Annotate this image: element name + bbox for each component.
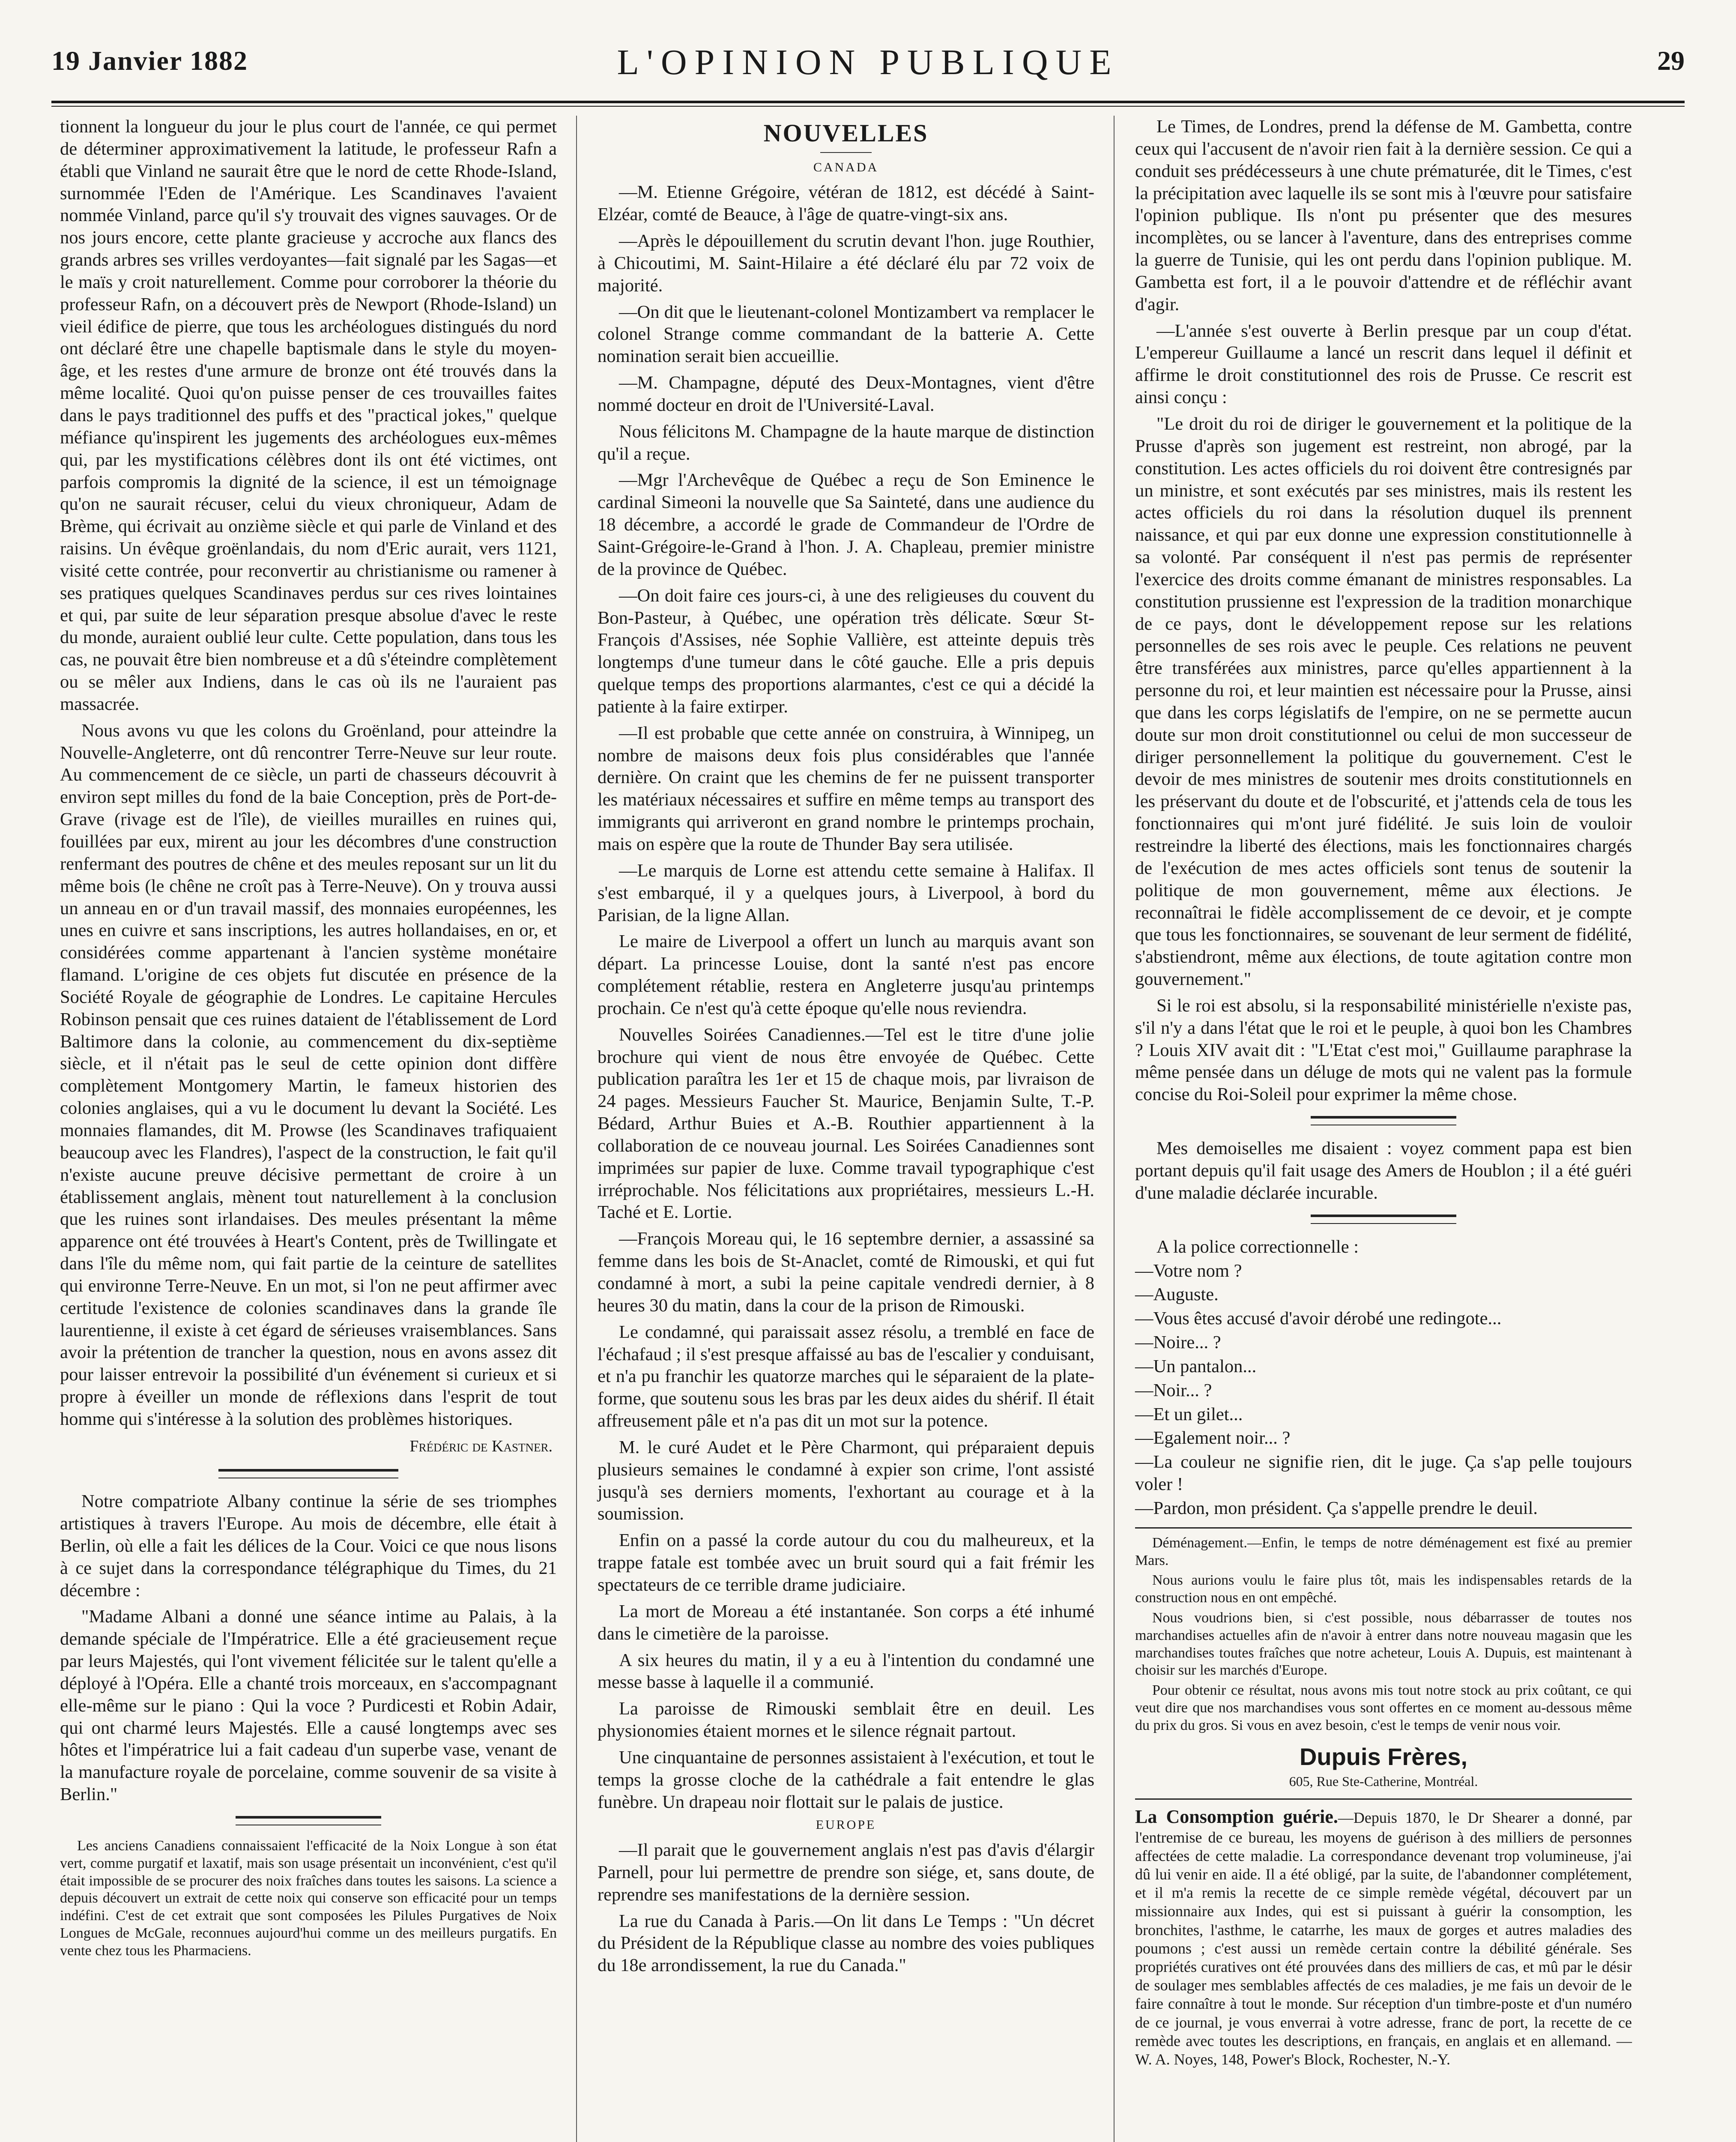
news-item: —On dit que le lieutenant-colonel Montizambert va remplacer le colonel Strange comme commandant de la batterie A. Cette nomination serait bien accueillie. — [598, 302, 1094, 367]
article-paragraph: —L'année s'est ouverte à Berlin presque par un coup d'état. L'empereur Guillaume a lancé un rescrit dans lequel il définit et affirme le droit constitutionnel des rois de Prusse. Ce rescrit est ainsi conçu : — [1135, 320, 1632, 408]
section-separator — [1311, 1215, 1456, 1224]
news-item: —Le marquis de Lorne est attendu cette semaine à Halifax. Il s'est embarqué, il y a quelques jours, à Liverpool, à bord du Parisian, de la ligne Allan. — [598, 860, 1094, 925]
news-item: —Il est probable que cette année on construira, à Winnipeg, un nombre de maisons deux fois plus considérables que l'année dernière. On craint que les chemins de fer ne puissent transporter les matériaux nécessaires et suffire en même temps au transport des immigrants qui arriveront en grand nombre le printemps prochain, mais on espère que la route de Thunder Bay sera utilisée. — [598, 723, 1094, 854]
dialogue-line: —Et un gilet... — [1135, 1404, 1243, 1424]
news-item: Le condamné, qui paraissait assez résolu, a tremblé en face de l'échafaud ; il s'est presque affaissé au bas de l'escalier y conduisant, et n'a pu franchir les quatorze marches qui le séparaient de la plate-forme, que soutenu sous les bras par les deux aides du shérif. Il était affreusement pâle et n'a pas dit un mot sur la potence. — [598, 1322, 1094, 1431]
dialogue-line: —Votre nom ? — [1135, 1260, 1242, 1281]
page-number: 29 — [1657, 45, 1685, 76]
quoted-paragraph: "Le droit du roi de diriger le gouvernement et la politique de la Prusse d'après son jugement est restreint, non abrogé, par la constitution. Les actes officiels du roi doivent être contresignés par un ministre, et sont exécutés par ses ministres, mais ils restent les actes officiels du roi dans la résolution duquel ils prennent naissance, et qui par eux donne une expression constitutionnelle à sa volonté. Par conséquent il n'est pas permis de représenter l'exercice des droits comme émanant de ministres responsables. La constitution prussienne est l'expression de la tradition monarchique de ce pays, dont le développement repose sur les relations personnelles de ses rois avec le peuple. Ces relations ne peuvent être transférées aux ministres, parce qu'elles appartiennent à la personne du roi, et leur maintien est nécessaire pour la Prusse, ainsi que dans les corps législatifs de l'empire, on ne se permette aucun doute sur mon droit constitutionnel ou celui de mon successeur de diriger personnellement la politique du gouvernement. C'est le devoir de mes ministres de soutenir mes droits constitutionnels en les préservant du doute et de l'obscurité, et j'attends cela de tous les fonctionnaires qui m'ont juré fidélité. Je suis loin de vouloir restreindre la liberté des élections, mais les fonctionnaires chargés de l'exécution de mes actes officiels sont tenus de soutenir la politique de mon gouvernement, même aux élections. Je reconnaîtrai le fidèle accomplissement de ce devoir, et je compte que tous les fonctionnaires, se souvenant de leur serment de fidélité, s'abstiendront, même aux élections, de toute agitation contre mon gouvernement." — [1135, 413, 1632, 990]
column-2 — [598, 116, 1094, 1981]
subsection-heading: CANADA — [813, 160, 879, 174]
news-item: M. le curé Audet et le Père Charmont, qui préparaient depuis plusieurs semaines le condamné à expier son crime, l'ont assisté jusqu'à ses derniers moments, l'exhortant au courage et à la soumission. — [598, 1437, 1094, 1524]
section-heading: NOUVELLES — [763, 119, 929, 147]
dialogue-line: —Auguste. — [1135, 1284, 1219, 1305]
column-divider — [576, 116, 577, 2142]
ad-text: —Depuis 1870, le Dr Shearer a donné, par l'entremise de ce bureau, les moyens de guérison à des milliers de personnes affectées de cette maladie. La correspondance devenant trop volumineuse, j'ai dû lui venir en aide. Il a été obligé, par la suite, de l'abandonner complétement, et il m'a remis la recette de ce simple remède végétal, découvert par un missionnaire aux Indes, qui est si puissant à guérir la consomption, les bronchites, l'asthme, le catarrhe, les maux de gorges et autres maladies des poumons ; c'est aussi un remède certain contre la débilité générale. Ses propriétés curatives ont été prouvées dans des milliers de cas, et mû par le désir de soulager mes semblables affectés de ces maladies, je me fais un devoir de le faire connaître à tout le monde. Sur réception d'un timbre-poste et d'un numéro de ce journal, je vous enverrai à votre adresse, franc de port, la recette de ce remède avec toutes les descriptions, en français, en anglais et en allemand. — W. A. Noyes, 148, Power's Block, Rochester, N.-Y. — [1135, 1809, 1632, 2068]
advertisement-consomption — [1135, 1806, 1632, 2069]
news-item: —M. Etienne Grégoire, vétéran de 1812, est décédé à Saint-Elzéar, comté de Beauce, à l'âge de quatre-vingt-six ans. — [598, 182, 1094, 225]
police-dialogue — [1135, 1236, 1632, 1520]
news-item: La paroisse de Rimouski semblait être en deuil. Les physionomies étaient mornes et le silence régnait partout. — [598, 1699, 1094, 1741]
dialogue-intro: A la police correctionnelle : — [1156, 1236, 1359, 1257]
ad-rule — [1135, 1798, 1632, 1800]
masthead — [51, 42, 1685, 92]
advertisement-demenagement — [1135, 1535, 1632, 1735]
news-item: —Après le dépouillement du scrutin devant l'hon. juge Routhier, à Chicoutimi, M. Saint-Hilaire a été déclaré élu par 72 voix de majorité. — [598, 231, 1094, 296]
dialogue-line: —La couleur ne signifie rien, dit le juge. Ça s'ap pelle toujours voler ! — [1135, 1452, 1632, 1495]
advertisement-noix-longue — [60, 1837, 557, 1960]
news-item: La rue du Canada à Paris.—On lit dans Le Temps : "Un décret du Président de la République classe au nombre des voies publiques du 18e arrondissement, la rue du Canada." — [598, 1911, 1094, 1976]
news-item: A six heures du matin, il y a eu à l'intention du condamné une messe basse à laquelle il a communié. — [598, 1650, 1094, 1693]
ad-text: Pour obtenir ce résultat, nous avons mis tout notre stock au prix coûtant, ce qui veut dire que nos marchandises vous sont offertes en ce moment au-dessous même du prix du gros. Si vous en avez besoin, c'est le temps de venir nous voir. — [1135, 1682, 1632, 1733]
dialogue-line: —Pardon, mon président. Ça s'appelle prendre le deuil. — [1135, 1498, 1538, 1518]
dialogue-line: —Vous êtes accusé d'avoir dérobé une redingote... — [1135, 1308, 1502, 1329]
news-item: Le maire de Liverpool a offert un lunch au marquis avant son départ. La princesse Louise, dont la santé n'est pas encore complétement rétablie, restera en Angleterre jusqu'au printemps prochain. Ce n'est qu'à cette époque qu'elle nous reviendra. — [598, 931, 1094, 1018]
header-rule — [51, 101, 1685, 107]
article-paragraph: Nous avons vu que les colons du Groënland, pour atteindre la Nouvelle-Angleterre, ont dû rencontrer Terre-Neuve sur leur route. Au commencement de ce siècle, un parti de chasseurs découvrit à environ sept milles du fond de la baie Conception, près de Port-de-Grave (rivage est de l'île), de vieilles murailles en ruines qui, fouillées par eux, mirent au jour les décombres d'une construction renfermant des poutres de chêne et des meules reposant sur un lit du même bois (le chêne ne croît pas à Terre-Neuve). On y trouva aussi un anneau en or d'un travail massif, des monnaies européennes, les unes en cuivre et sans inscriptions, les autres hollandaises, en or, et considérées comme appartenant à l'ancien système monétaire flamand. L'origine de ces objets fut discutée en présence de la Société Royale de géographie de Londres. Le capitaine Hercules Robinson pensait que ces ruines dataient de l'établissement de Lord Baltimore dans la colonie, au commencement du dix-septième siècle, et il n'était pas le seul de cette opinion dont diffère complètement Montgomery Martin, le fameux historien des colonies anglaises, qui a vu le document lu devant la Société. Les monnaies flamandes, dit M. Prowse (les Scandinaves trafiquaient beaucoup avec les Flandres), l'aspect de la construction, le fait qu'il n'existe aucune preuve décisive permettant de croire à un établissement anglais, mènent tout naturellement à la conclusion que les ruines sont irlandaises. Des meules présentant la même apparence ont été trouvées à Heart's Content, près de Twillingate et dans l'île du même nom, qui fait partie de la ceinture de satellites qui environne Terre-Neuve. En un mot, si l'on ne peut affirmer avec certitude l'existence de colonies scandinaves dans la grande île laurentienne, il existe à cet égard de sérieuses vraisemblances. Sans avoir la prétention de trancher la question, nous en avons assez dit pour laisser entrevoir la possibilité d'un événement si curieux et si propre à éveiller un monde de réflexions dans l'esprit de tout homme qui s'intéresse à la solution des problèmes historiques. — [60, 720, 557, 1429]
news-item: La mort de Moreau a été instantanée. Son corps a été inhumé dans le cimetière de la paroisse. — [598, 1601, 1094, 1644]
column-1 — [60, 116, 557, 1963]
column-3 — [1135, 116, 1632, 2069]
firm-name: Dupuis Frères, — [1299, 1743, 1468, 1770]
section-separator — [236, 1816, 381, 1825]
news-item: Enfin on a passé la corde autour du cou du malheureux, et la trappe fatale est tombée avec un bruit sourd qui a fait frémir les spectateurs de ce terrible drame judiciaire. — [598, 1530, 1094, 1595]
firm-address: 605, Rue Ste-Catherine, Montréal. — [1289, 1773, 1478, 1789]
article-paragraph: tionnent la longueur du jour le plus court de l'année, ce qui permet de déterminer approximativement la latitude, le professeur Rafn a établi que Vinland ne saurait être que le nord de cette Rhode-Island, surnommée l'Eden de l'Amérique. Les Scandinaves l'avaient nommée Vinland, parce qu'il s'y trouvait des vignes sauvages. Or de nos jours encore, cette plante gracieuse y accroche aux flancs des grands arbres ses vrilles verdoyantes—fait signalé par les Sagas—et le maïs y croit naturellement. Comme pour corroborer la théorie du professeur Rafn, on a découvert près de Newport (Rhode-Island) un vieil édifice de pierre, que tous les archéologues distingués du nord ont déclaré être une chapelle baptismale dans le style du moyen-âge, et les restes d'une armure de bronze ont été trouvés dans la même localité. Quoi qu'on puisse penser de ces trouvailles faites dans le pays traditionnel des puffs et des "practical jokes," quelque méfiance qu'inspirent les jugements des archéologues eux-mêmes qui, par les mystifications célèbres dont ils ont été victimes, ont parfois compromis la dignité de la science, il est un témoignage qu'on ne saurait récuser, celui du vieux chroniqueur, Adam de Brème, qui écrivait au onzième siècle et qui parle de Vinland et des raisins. Un évêque groënlandais, du nom d'Eric aurait, vers 1121, visité cette contrée, pour reconvertir au christianisme ou ramener à ses pratiques quelques Scandinaves perdus sur ces rives lointaines et qui, par suite de leur séparation presque absolue d'avec le reste du monde, auraient oublié leur culte. Cette population, dans tous les cas, ne pouvait être bien nombreuse et a dû s'éteindre complètement ou se mêler aux Indiens, dans le cas où ils ne l'auraient pas massacrée. — [60, 117, 557, 714]
dialogue-line: —Un pantalon... — [1135, 1356, 1257, 1376]
news-item: —François Moreau qui, le 16 septembre dernier, a assassiné sa femme dans les bois de St-Anaclet, comté de Rimouski, et qui fut condamné à mort, a subi la peine capitale vendredi dernier, à 8 heures 30 du matin, dans la cour de la prison de Rimouski. — [598, 1229, 1094, 1316]
ad-text: Nous aurions voulu le faire plus tôt, mais les indispensables retards de la construction nous en ont empêché. — [1135, 1572, 1632, 1606]
article-paragraph: Le Times, de Londres, prend la défense de M. Gambetta, contre ceux qui l'accusent de n'avoir rien fait à la dernière session. Ce qui a conduit ses prédécesseurs à une chute prématurée, dit le Times, c'est la précipitation avec laquelle ils se sont mis à l'œuvre pour satisfaire l'opinion publique. Ils n'ont pu présenter que des mesures incomplètes, ou se lancer à l'aventure, dans des entreprises comme la guerre de Tunisie, qui les ont perdu dans l'opinion publique. M. Gambetta est fort, il a le pouvoir d'attendre et de réfléchir avant d'agir. — [1135, 117, 1632, 314]
section-separator — [218, 1469, 398, 1478]
news-item: Une cinquantaine de personnes assistaient à l'exécution, et tout le temps la grosse cloche de la cathédrale a fait entendre le glas funèbre. Un drapeau noir flottait sur le palais de justice. — [598, 1747, 1094, 1812]
article-paragraph: Notre compatriote Albany continue la série de ses triomphes artistiques à travers l'Europe. Au mois de décembre, elle était à Berlin, où elle a fait les délices de la Cour. Voici ce que nous lisons à ce sujet dans la correspondance télégraphique du Times, du 21 décembre : — [60, 1491, 557, 1601]
news-item: Nous félicitons M. Champagne de la haute marque de distinction qu'il a reçue. — [598, 421, 1094, 464]
column-divider — [1114, 116, 1115, 2142]
ad-rule — [1135, 1527, 1632, 1529]
subsection-heading: EUROPE — [816, 1818, 876, 1832]
heading-rule — [820, 152, 872, 153]
publication-title: L'OPINION PUBLIQUE — [617, 42, 1119, 82]
ad-text: Les anciens Canadiens connaissaient l'efficacité de la Noix Longue à son état vert, comme purgatif et laxatif, mais son usage présentait un inconvénient, c'est qu'il était impossible de se procurer des noix fraîches dans toutes les saisons. La science a depuis découvert un extrait de cette noix qui conserve son efficacité pour un temps indéfini. C'est de cet extrait que sont composées les Pilules Purgatives de Noix Longues de McGale, reconnues aujourd'hui comme un des meilleurs purgatifs. En vente chez tous les Pharmaciens. — [60, 1837, 557, 1959]
article-paragraph: Si le roi est absolu, si la responsabilité ministérielle n'existe pas, s'il n'y a dans l'état que le roi et le peuple, à quoi bon les Chambres ? Louis XIV avait dit : "L'Etat c'est moi," Guillaume paraphrase la même pensée dans un déluge de mots qui ne valent pas la formule concise du Roi-Soleil pour exprimer la même chose. — [1135, 995, 1632, 1105]
quoted-paragraph: "Madame Albani a donné une séance intime au Palais, à la demande spéciale de l'Impératrice. Elle a été gracieusement reçue par leurs Majestés, qui l'ont vivement félicitée sur le talent qu'elle a déployé à l'Opéra. Elle a chanté trois morceaux, en s'accompagnant elle-même sur le piano : Qui la voce ? Purdicesti et Robin Adair, qui ont charmé leurs Majestés. Elle a causé longtemps avec ses hôtes et l'impératrice lui a fait cadeau d'un superbe vase, venant de la manufacture royale de porcelaine, comme souvenir de sa visite à Berlin." — [60, 1606, 557, 1805]
news-item: Nouvelles Soirées Canadiennes.—Tel est le titre d'une jolie brochure qui vient de nous être envoyée de Québec. Cette publication paraîtra les 1er et 15 de chaque mois, par livraison de 24 pages. Messieurs Faucher St. Maurice, Benjamin Sulte, T.-P. Bédard, Arthur Buies et A.-B. Routhier appartiennent à la collaboration de ce nouveau journal. Les Soirées Canadiennes sont imprimées sur papier de luxe. Comme travail typographique c'est irréprochable. Nos félicitations aux propriétaires, messieurs L.-H. Taché et E. Lortie. — [598, 1024, 1094, 1223]
author-signature: Frédéric de Kastner. — [409, 1437, 553, 1455]
ad-text: Nous voudrions bien, si c'est possible, nous débarrasser de toutes nos marchandises actuelles afin de n'avoir à entrer dans notre nouveau magasin que les marchandises toutes fraîches que notre acheteur, Louis A. Dupuis, est maintenant à choisir sur les marchés d'Europe. — [1135, 1609, 1632, 1678]
issue-date: 19 Janvier 1882 — [51, 45, 248, 76]
section-separator — [1311, 1116, 1456, 1125]
dialogue-line: —Egalement noir... ? — [1135, 1428, 1291, 1448]
news-item: —Mgr l'Archevêque de Québec a reçu de Son Eminence le cardinal Simeoni la nouvelle que Sa Sainteté, dans une audience du 18 décembre, a accordé le grade de Commandeur de l'Ordre de Saint-Grégoire-le-Grand à l'hon. J. A. Chapleau, premier ministre de la province de Québec. — [598, 470, 1094, 579]
news-item: —Il parait que le gouvernement anglais n'est pas d'avis d'élargir Parnell, pour lui permettre de prendre son siége, et, sans doute, de reprendre ses manifestations de la dernière session. — [598, 1840, 1094, 1905]
dialogue-line: —Noire... ? — [1135, 1332, 1221, 1353]
ad-text: Déménagement.—Enfin, le temps de notre déménagement est fixé au premier Mars. — [1135, 1535, 1632, 1568]
news-item: —On doit faire ces jours-ci, à une des religieuses du couvent du Bon-Pasteur, à Québec, une opération très délicate. Sœur St-François d'Assises, née Sophie Vallière, est atteinte depuis très longtemps d'une tumeur dans le côté gauche. Elle a pris depuis quelque temps des proportions alarmantes, c'est ce qui a décidé la patiente à la faire extirper. — [598, 585, 1094, 717]
article-paragraph: Mes demoiselles me disaient : voyez comment papa est bien portant depuis qu'il fait usage des Amers de Houblon ; il a été guéri d'une maladie déclarée incurable. — [1135, 1138, 1632, 1203]
ad-headline: La Consomption guérie. — [1135, 1806, 1338, 1827]
news-item: —M. Champagne, député des Deux-Montagnes, vient d'être nommé docteur en droit de l'Université-Laval. — [598, 373, 1094, 415]
dialogue-line: —Noir... ? — [1135, 1380, 1212, 1400]
